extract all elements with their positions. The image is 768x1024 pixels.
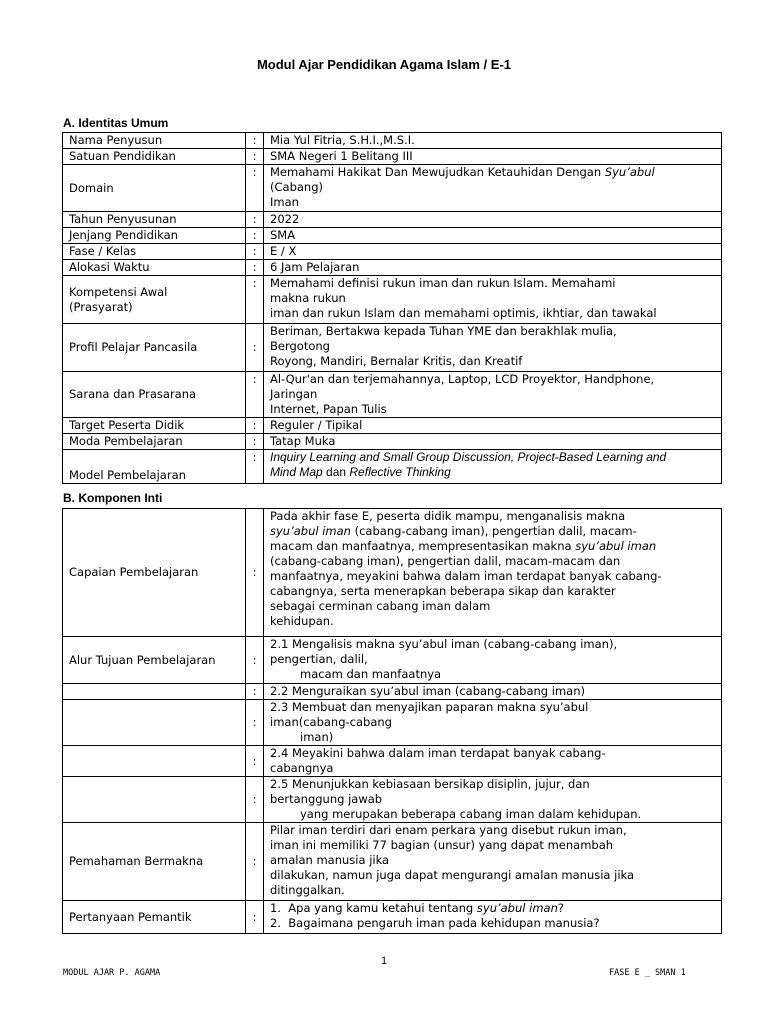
value-italic: syu’abul iman xyxy=(575,539,657,553)
row-label: Profil Pelajar Pancasila xyxy=(63,324,246,372)
value-text: Royong, Mandiri, Bernalar Kritis, dan Kreatif xyxy=(270,354,523,368)
value-text: (cabang-cabang iman), pengertian dalil, macam-macam dan xyxy=(270,554,621,568)
value-text: manfaatnya, meyakini bahwa dalam iman terdapat banyak cabang- xyxy=(270,569,662,583)
row-value xyxy=(264,901,722,934)
row-label: Fase / Kelas xyxy=(63,244,246,260)
value-text: 2.4 Meyakini bahwa dalam iman terdapat banyak cabang- xyxy=(270,746,606,760)
row-value xyxy=(264,777,722,823)
identitas-umum-table xyxy=(62,132,722,484)
value-text: iman ini memiliki 77 bagian (unsur) yang dapat menambah xyxy=(270,838,614,852)
value-text: Pada akhir fase E, peserta didik mampu, menganalisis makna xyxy=(270,509,626,523)
value-text: cabangnya, serta menerapkan beberapa sikap dan karakter xyxy=(270,584,616,598)
row-label: Moda Pembelajaran xyxy=(63,434,246,450)
colon-separator: : xyxy=(246,434,264,450)
row-value xyxy=(264,637,722,684)
value-text: iman) xyxy=(300,730,334,744)
table-row xyxy=(63,165,722,212)
row-value xyxy=(264,276,722,324)
document-title: Modul Ajar Pendidikan Agama Islam / E-1 xyxy=(256,57,512,72)
row-value: Tatap Muka xyxy=(264,434,722,450)
section-a-heading: A. Identitas Umum xyxy=(63,116,169,130)
row-value xyxy=(264,509,722,637)
colon-separator: : xyxy=(246,244,264,260)
table-row xyxy=(63,324,722,372)
table-row xyxy=(63,212,722,228)
row-value xyxy=(264,165,722,212)
row-value: SMA xyxy=(264,228,722,244)
table-row xyxy=(63,746,722,777)
value-text: Bergotong xyxy=(270,339,330,353)
value-text: Memahami definisi rukun iman dan rukun Islam. Memahami xyxy=(270,276,616,290)
table-row xyxy=(63,509,722,637)
value-text: 2.1 Mengalisis makna syu’abul iman (cabang-cabang iman), xyxy=(270,637,618,651)
table-row xyxy=(63,418,722,434)
row-label: Alokasi Waktu xyxy=(63,260,246,276)
value-italic: Mind Map xyxy=(270,465,323,479)
colon-separator: : xyxy=(246,418,264,434)
row-label xyxy=(63,276,246,324)
colon-separator: : xyxy=(246,276,264,324)
row-label xyxy=(63,700,246,746)
table-row xyxy=(63,450,722,484)
value-text: Jaringan xyxy=(270,387,318,401)
row-label: Sarana dan Prasarana xyxy=(63,372,246,418)
colon-separator: : xyxy=(246,684,264,700)
value-text: Pilar iman terdiri dari enam perkara yang disebut rukun iman, xyxy=(270,823,627,837)
colon-separator: : xyxy=(246,746,264,777)
colon-separator: : xyxy=(246,777,264,823)
label-text: Kompetensi Awal xyxy=(69,284,168,299)
value-text: ditinggalkan. xyxy=(270,883,345,897)
value-text: 2. Bagaimana pengaruh iman pada kehidupan manusia? xyxy=(270,916,600,930)
row-label: Jenjang Pendidikan xyxy=(63,228,246,244)
value-text: bertanggung jawab xyxy=(270,792,383,806)
colon-separator: : xyxy=(246,901,264,934)
row-label: Nama Penyusun xyxy=(63,133,246,149)
value-text: 2.5 Menunjukkan kebiasaan bersikap disiplin, jujur, dan xyxy=(270,777,590,791)
colon-separator: : xyxy=(246,165,264,212)
table-row xyxy=(63,133,722,149)
value-text: iman(cabang-cabang xyxy=(270,715,392,729)
value-text: Internet, Papan Tulis xyxy=(270,402,387,416)
colon-separator: : xyxy=(246,823,264,901)
row-label xyxy=(63,684,246,700)
row-label: Alur Tujuan Pembelajaran xyxy=(63,637,246,684)
row-value xyxy=(264,746,722,777)
row-value: E / X xyxy=(264,244,722,260)
row-label: Domain xyxy=(63,165,246,212)
table-row xyxy=(63,276,722,324)
colon-separator: : xyxy=(246,509,264,637)
row-label: Capaian Pembelajaran xyxy=(63,509,246,637)
value-italic: syu’abul iman xyxy=(270,524,351,538)
table-row xyxy=(63,372,722,418)
table-row xyxy=(63,260,722,276)
colon-separator: : xyxy=(246,228,264,244)
value-text: Beriman, Bertakwa kepada Tuhan YME dan berakhlak mulia, xyxy=(270,324,617,338)
value-text: Iman xyxy=(270,195,299,209)
value-text: cabangnya xyxy=(270,761,334,775)
colon-separator: : xyxy=(246,450,264,484)
value-text: pengertian, dalil, xyxy=(270,652,368,666)
page-number: 1 xyxy=(380,955,388,967)
value-text: ? xyxy=(557,901,564,915)
colon-separator: : xyxy=(246,212,264,228)
label-text: (Prasyarat) xyxy=(69,299,133,314)
colon-separator: : xyxy=(246,260,264,276)
colon-separator: : xyxy=(246,700,264,746)
table-row xyxy=(63,244,722,260)
colon-separator: : xyxy=(246,637,264,684)
colon-separator: : xyxy=(246,149,264,165)
value-text: dilakukan, namun juga dapat mengurangi amalan manusia jika xyxy=(270,868,635,882)
value-italic: Syu’abul xyxy=(604,165,655,179)
row-label: Tahun Penyusunan xyxy=(63,212,246,228)
section-b-heading: B. Komponen Inti xyxy=(63,491,163,505)
komponen-inti-table xyxy=(62,508,722,934)
value-text: Al-Qur'an dan terjemahannya, Laptop, LCD Proyektor, Handphone, xyxy=(270,372,655,386)
colon-separator: : xyxy=(246,133,264,149)
row-value: Mia Yul Fitria, S.H.I.,M.S.I. xyxy=(264,133,722,149)
row-label: Target Peserta Didik xyxy=(63,418,246,434)
table-row xyxy=(63,149,722,165)
colon-separator: : xyxy=(246,372,264,418)
row-value xyxy=(264,450,722,484)
row-value xyxy=(264,372,722,418)
row-value xyxy=(264,700,722,746)
row-value xyxy=(264,823,722,901)
value-text: (Cabang) xyxy=(270,180,323,194)
value-italic: Reflective Thinking xyxy=(349,465,451,479)
row-value: SMA Negeri 1 Belitang III xyxy=(264,149,722,165)
colon-separator: : xyxy=(246,324,264,372)
table-row xyxy=(63,777,722,823)
row-value: Reguler / Tipikal xyxy=(264,418,722,434)
table-row xyxy=(63,228,722,244)
footer-right-text: FASE E _ SMAN 1 xyxy=(609,968,686,978)
table-row xyxy=(63,901,722,934)
value-text: 2.3 Membuat dan menyajikan paparan makna syu’abul xyxy=(270,700,589,714)
row-value: 6 Jam Pelajaran xyxy=(264,260,722,276)
footer-left-text: MODUL AJAR P. AGAMA xyxy=(63,968,161,978)
table-row xyxy=(63,823,722,901)
table-row xyxy=(63,434,722,450)
value-text: macam dan manfaatnya xyxy=(300,667,442,681)
value-italic: Inquiry Learning and Small Group Discussion, Project-Based Learning and xyxy=(270,450,667,464)
row-label xyxy=(63,777,246,823)
value-text: amalan manusia jika xyxy=(270,853,390,867)
value-italic: syu’abul iman xyxy=(476,901,558,915)
row-label: Pemahaman Bermakna xyxy=(63,823,246,901)
value-text: makna rukun xyxy=(270,291,346,305)
table-row xyxy=(63,637,722,684)
value-text: sebagai cerminan cabang iman dalam xyxy=(270,599,491,613)
row-value: 2022 xyxy=(264,212,722,228)
table-row xyxy=(63,700,722,746)
value-text: macam dan manfaatnya, mempresentasikan makna xyxy=(270,539,576,553)
row-value xyxy=(264,324,722,372)
value-text: Memahami Hakikat Dan Mewujudkan Ketauhidan Dengan xyxy=(270,165,605,179)
row-value: 2.2 Menguraikan syu’abul iman (cabang-cabang iman) xyxy=(264,684,722,700)
value-text: dan xyxy=(322,465,350,479)
row-label: Pertanyaan Pemantik xyxy=(63,901,246,934)
value-text: yang merupakan beberapa cabang iman dalam kehidupan. xyxy=(300,807,642,821)
row-label xyxy=(63,746,246,777)
value-text: (cabang-cabang iman), pengertian dalil, macam- xyxy=(350,524,637,538)
value-text: 1. Apa yang kamu ketahui tentang xyxy=(270,901,477,915)
table-row xyxy=(63,684,722,700)
row-label: Satuan Pendidikan xyxy=(63,149,246,165)
value-text: iman dan rukun Islam dan memahami optimis, ikhtiar, dan tawakal xyxy=(270,306,657,320)
value-text: kehidupan. xyxy=(270,614,334,628)
row-label: Model Pembelajaran xyxy=(63,450,246,484)
